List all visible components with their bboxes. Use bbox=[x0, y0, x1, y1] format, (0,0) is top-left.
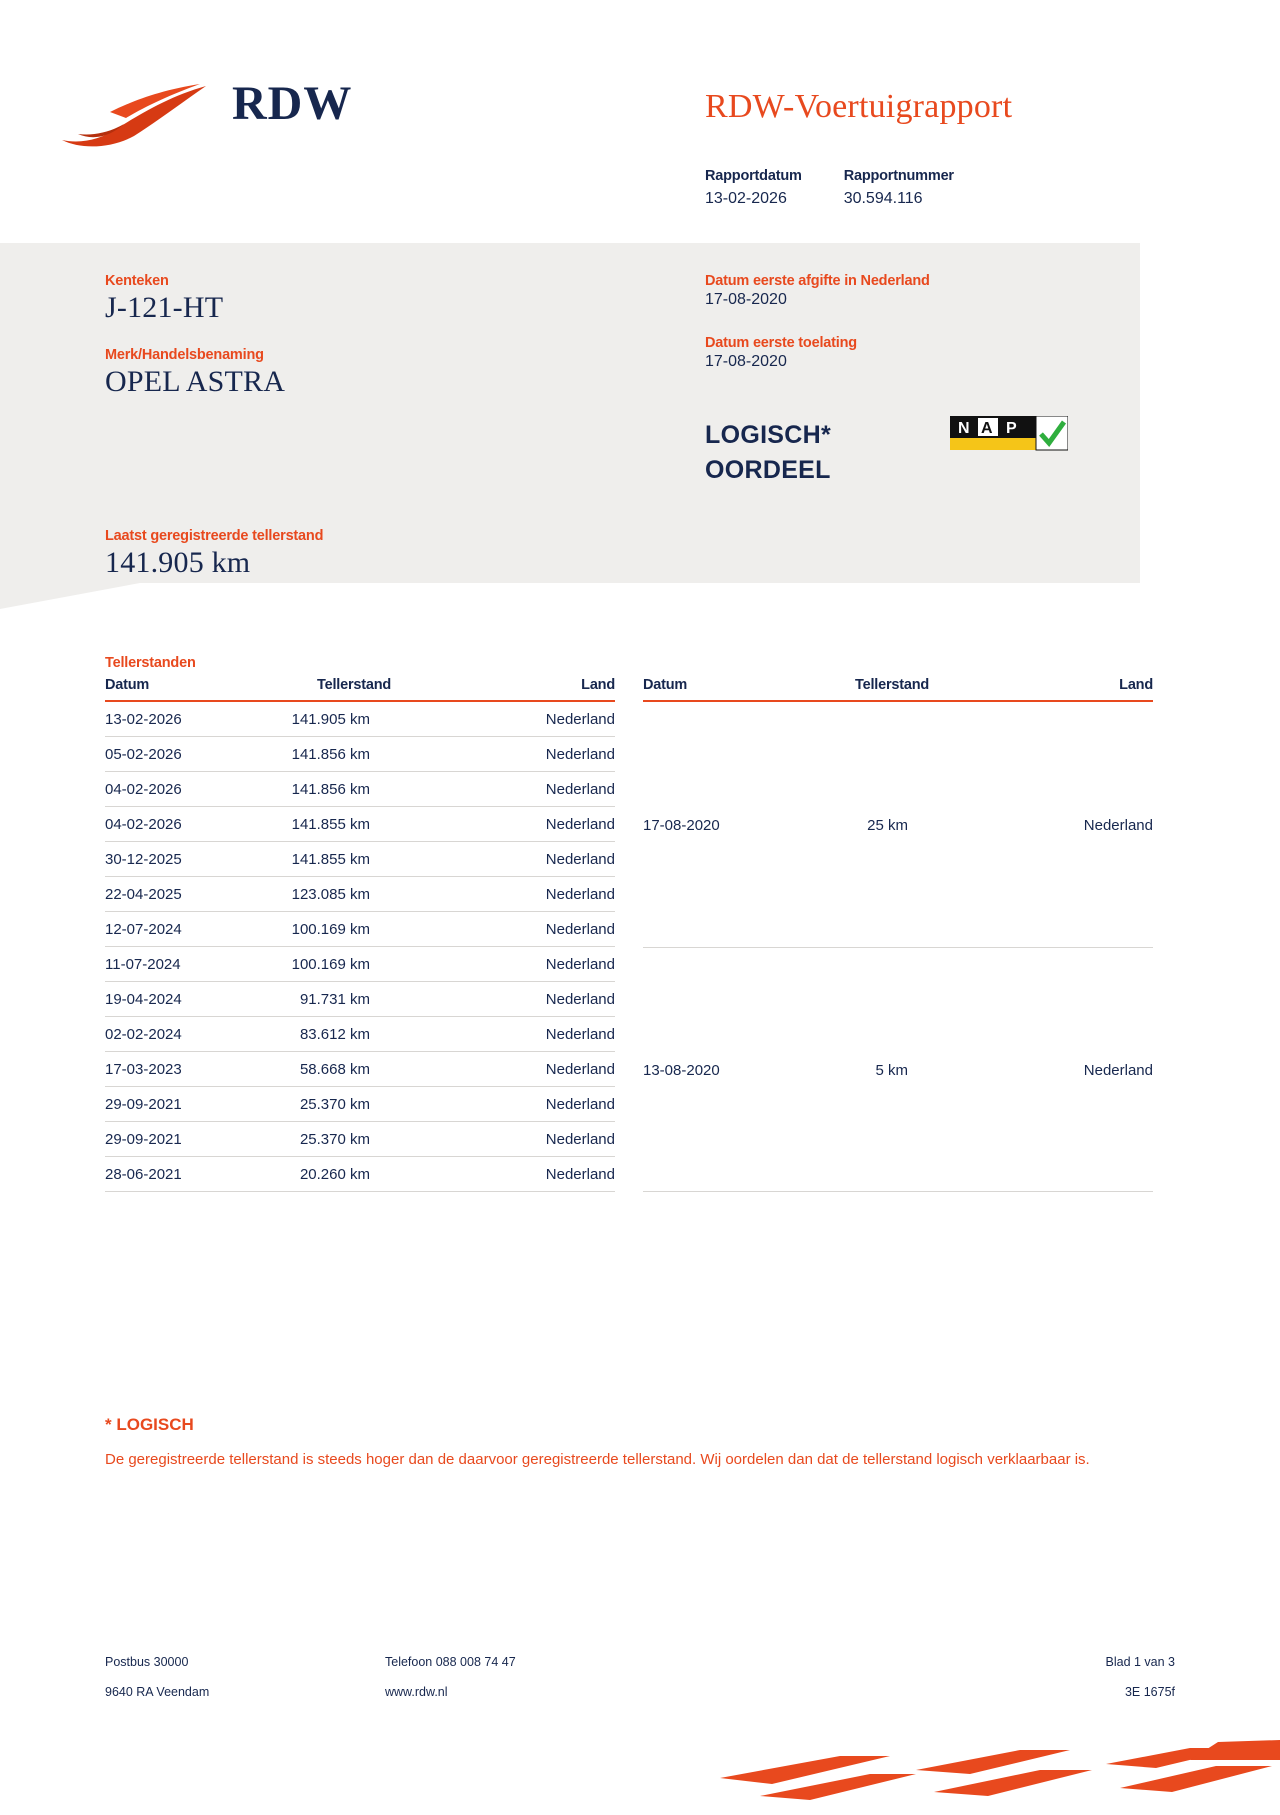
cell-date: 29-09-2021 bbox=[105, 1087, 265, 1122]
footer-postbus: Postbus 30000 bbox=[105, 1655, 189, 1669]
odometer-table-right bbox=[643, 677, 1153, 1192]
last-odometer-value: 141.905 km bbox=[105, 546, 251, 579]
report-number-label: Rapportnummer bbox=[843, 168, 954, 184]
cell-odometer: 25 km bbox=[803, 701, 1003, 948]
nap-logo-icon bbox=[950, 416, 1068, 452]
cell-odometer: 25.370 km bbox=[265, 1122, 465, 1157]
table-row bbox=[105, 982, 615, 1017]
cell-date: 30-12-2025 bbox=[105, 842, 265, 877]
cell-odometer: 83.612 km bbox=[265, 1017, 465, 1052]
footer-city: 9640 RA Veendam bbox=[105, 1685, 210, 1699]
cell-country: Nederland bbox=[465, 1017, 615, 1052]
column-header-date: Datum bbox=[643, 677, 803, 701]
report-header bbox=[0, 40, 1280, 230]
cell-date: 22-04-2025 bbox=[105, 877, 265, 912]
first-admission-value: 17-08-2020 bbox=[705, 353, 787, 370]
kenteken-label: Kenteken bbox=[105, 273, 169, 289]
cell-country: Nederland bbox=[1003, 948, 1153, 1192]
cell-date: 17-08-2020 bbox=[643, 701, 803, 948]
table-header-row bbox=[643, 677, 1153, 701]
cell-odometer: 141.856 km bbox=[265, 772, 465, 807]
first-admission-label: Datum eerste toelating bbox=[705, 335, 857, 351]
svg-text:A: A bbox=[981, 420, 993, 437]
column-header-date: Datum bbox=[105, 677, 265, 701]
cell-date: 02-02-2024 bbox=[105, 1017, 265, 1052]
table-row bbox=[105, 1087, 615, 1122]
svg-text:N: N bbox=[958, 420, 970, 437]
first-issue-block bbox=[705, 273, 1105, 309]
table-header-row bbox=[105, 677, 615, 701]
vehicle-summary-panel bbox=[0, 243, 1140, 583]
vehicle-dates bbox=[705, 273, 1105, 397]
svg-text:P: P bbox=[1006, 420, 1017, 437]
table-row bbox=[105, 1052, 615, 1087]
table-row bbox=[105, 1157, 615, 1192]
cell-country: Nederland bbox=[465, 701, 615, 737]
table-row bbox=[105, 772, 615, 807]
merk-value: OPEL ASTRA bbox=[105, 365, 286, 398]
merk-block bbox=[105, 347, 585, 399]
last-odometer-block bbox=[105, 528, 585, 580]
table-row bbox=[105, 947, 615, 982]
cell-country: Nederland bbox=[465, 1122, 615, 1157]
cell-date: 05-02-2026 bbox=[105, 737, 265, 772]
cell-odometer: 91.731 km bbox=[265, 982, 465, 1017]
cell-country: Nederland bbox=[465, 912, 615, 947]
report-date-label: Rapportdatum bbox=[705, 168, 802, 184]
table-row bbox=[105, 1017, 615, 1052]
odometer-tables-title: Tellerstanden bbox=[105, 655, 196, 671]
table-row bbox=[643, 701, 1153, 948]
panel-corner-notch bbox=[0, 583, 140, 609]
cell-country: Nederland bbox=[465, 737, 615, 772]
cell-date: 12-07-2024 bbox=[105, 912, 265, 947]
cell-country: Nederland bbox=[465, 1157, 615, 1192]
cell-odometer: 141.856 km bbox=[265, 737, 465, 772]
cell-date: 13-02-2026 bbox=[105, 701, 265, 737]
column-header-odometer: Tellerstand bbox=[265, 677, 465, 701]
table-row bbox=[105, 1122, 615, 1157]
verdict-line-1: LOGISCH* bbox=[705, 421, 832, 449]
cell-odometer: 20.260 km bbox=[265, 1157, 465, 1192]
legend-block bbox=[105, 1415, 1115, 1473]
cell-country: Nederland bbox=[465, 842, 615, 877]
report-date-value: 13-02-2026 bbox=[705, 190, 787, 207]
column-header-odometer: Tellerstand bbox=[803, 677, 1003, 701]
first-issue-value: 17-08-2020 bbox=[705, 291, 787, 308]
footer-page-number: Blad 1 van 3 bbox=[1105, 1655, 1175, 1669]
odometer-tables bbox=[105, 655, 1175, 1192]
first-admission-block bbox=[705, 335, 1105, 371]
merk-label: Merk/Handelsbenaming bbox=[105, 347, 264, 363]
rdw-logo-icon bbox=[60, 82, 220, 152]
cell-country: Nederland bbox=[1003, 701, 1153, 948]
cell-country: Nederland bbox=[465, 982, 615, 1017]
kenteken-value: J-121-HT bbox=[105, 291, 224, 324]
cell-country: Nederland bbox=[465, 877, 615, 912]
cell-date: 04-02-2026 bbox=[105, 772, 265, 807]
rdw-logo bbox=[60, 58, 480, 168]
cell-odometer: 100.169 km bbox=[265, 912, 465, 947]
page-footer bbox=[105, 1655, 1175, 1715]
cell-date: 13-08-2020 bbox=[643, 948, 803, 1192]
cell-odometer: 141.855 km bbox=[265, 807, 465, 842]
legend-text: De geregistreerde tellerstand is steeds hoger dan de daarvoor geregistreerde tellerstand. Wij oordelen dan dat de tellerstand logisch verklaarbaar is. bbox=[105, 1451, 1090, 1468]
cell-country: Nederland bbox=[465, 1052, 615, 1087]
last-odometer-label: Laatst geregistreerde tellerstand bbox=[105, 528, 324, 544]
legend-title: * LOGISCH bbox=[105, 1415, 194, 1434]
vehicle-identity bbox=[105, 273, 585, 579]
table-row bbox=[105, 737, 615, 772]
cell-odometer: 58.668 km bbox=[265, 1052, 465, 1087]
table-row bbox=[105, 842, 615, 877]
table-row bbox=[643, 948, 1153, 1192]
cell-country: Nederland bbox=[465, 807, 615, 842]
first-issue-label: Datum eerste afgifte in Nederland bbox=[705, 273, 930, 289]
cell-odometer: 25.370 km bbox=[265, 1087, 465, 1122]
cell-date: 04-02-2026 bbox=[105, 807, 265, 842]
report-number bbox=[844, 168, 954, 208]
cell-date: 17-03-2023 bbox=[105, 1052, 265, 1087]
cell-odometer: 5 km bbox=[803, 948, 1003, 1192]
cell-odometer: 141.855 km bbox=[265, 842, 465, 877]
cell-odometer: 100.169 km bbox=[265, 947, 465, 982]
cell-odometer: 123.085 km bbox=[265, 877, 465, 912]
verdict-text bbox=[705, 418, 831, 487]
report-meta bbox=[705, 168, 1225, 208]
cell-date: 11-07-2024 bbox=[105, 947, 265, 982]
cell-country: Nederland bbox=[465, 947, 615, 982]
footer-telephone: Telefoon 088 008 74 47 bbox=[385, 1655, 516, 1669]
report-date bbox=[705, 168, 802, 208]
cell-date: 19-04-2024 bbox=[105, 982, 265, 1017]
rdw-logo-text: RDW bbox=[232, 77, 353, 130]
page-title: RDW-Voertuigrapport bbox=[705, 88, 1013, 125]
report-number-value: 30.594.116 bbox=[843, 190, 923, 207]
column-header-country: Land bbox=[1003, 677, 1153, 701]
footer-decoration-icon bbox=[720, 1740, 1280, 1810]
cell-country: Nederland bbox=[465, 772, 615, 807]
column-header-country: Land bbox=[465, 677, 615, 701]
cell-odometer: 141.905 km bbox=[265, 701, 465, 737]
kenteken-block bbox=[105, 273, 585, 325]
footer-website: www.rdw.nl bbox=[385, 1685, 448, 1699]
cell-date: 29-09-2021 bbox=[105, 1122, 265, 1157]
odometer-table-left bbox=[105, 677, 615, 1192]
cell-date: 28-06-2021 bbox=[105, 1157, 265, 1192]
footer-document-code: 3E 1675f bbox=[1124, 1685, 1175, 1699]
table-row bbox=[105, 877, 615, 912]
cell-country: Nederland bbox=[465, 1087, 615, 1122]
table-row bbox=[105, 912, 615, 947]
verdict-line-2: OORDEEL bbox=[705, 455, 831, 484]
table-row bbox=[105, 807, 615, 842]
table-row bbox=[105, 701, 615, 737]
